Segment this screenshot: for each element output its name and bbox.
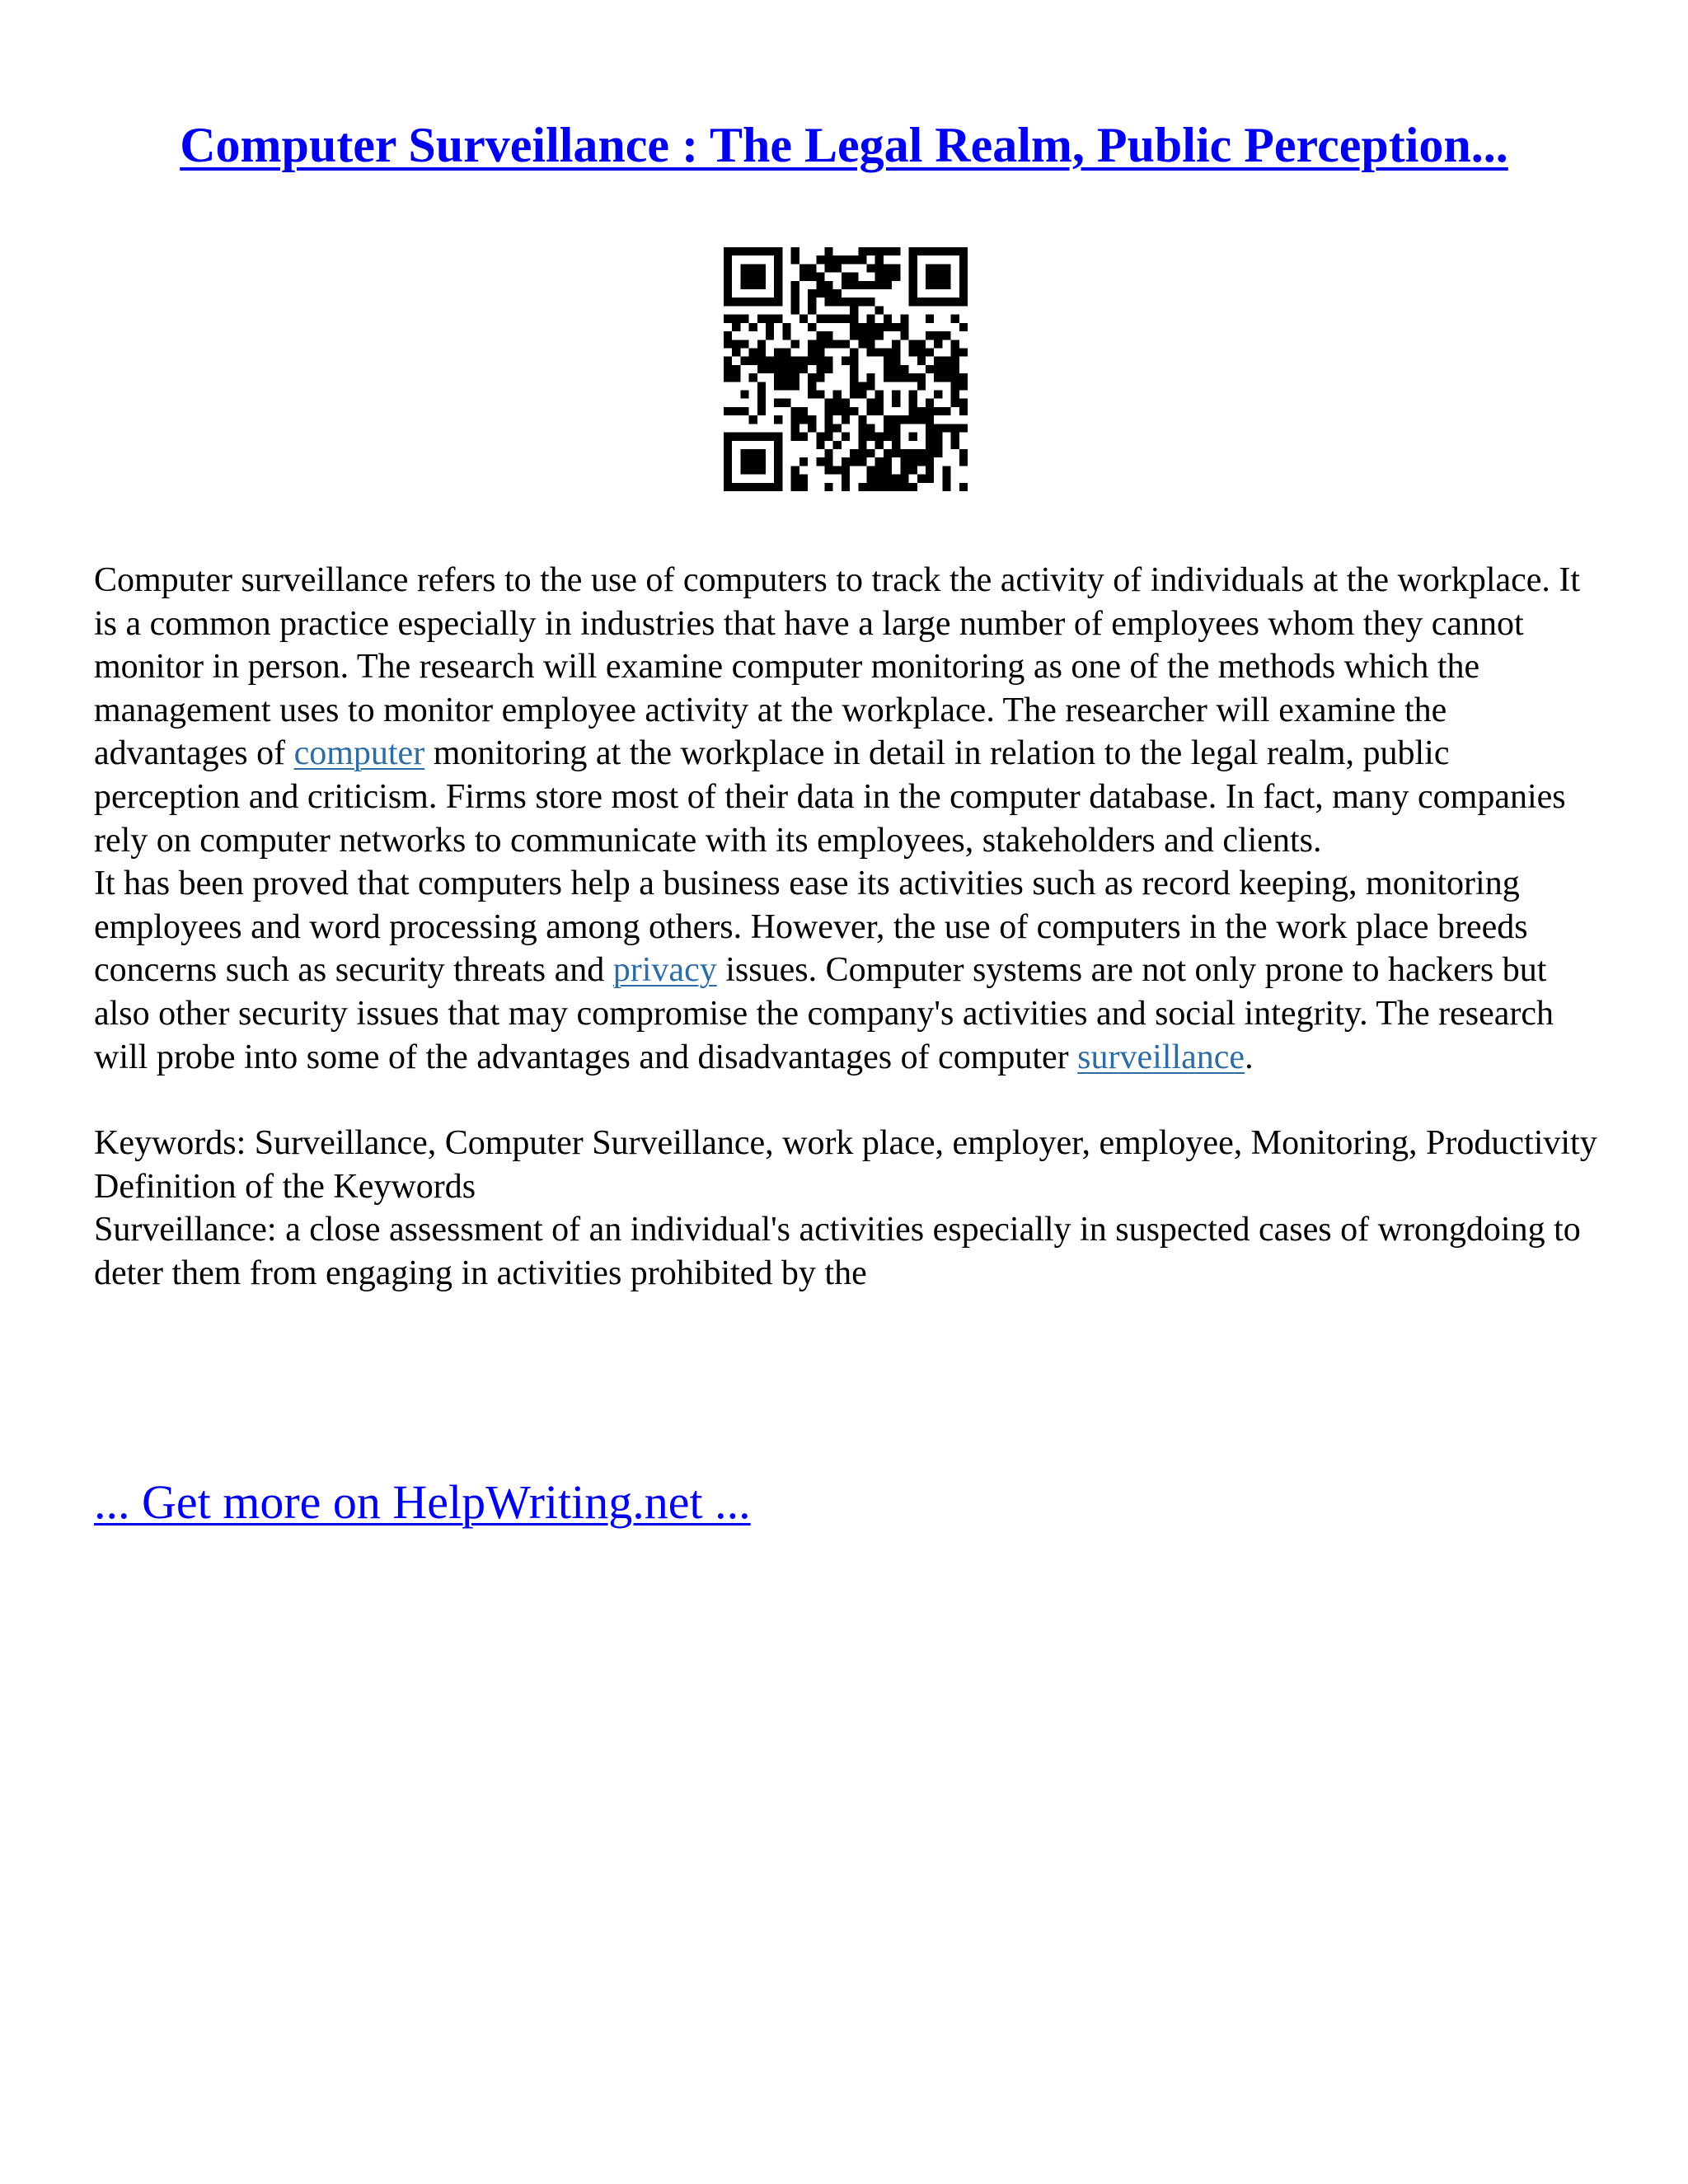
paragraph-concerns-text-c: . (1245, 1038, 1254, 1076)
paragraph-gap (94, 1079, 1602, 1122)
surveillance-link[interactable]: surveillance (1077, 1038, 1245, 1076)
body-text (94, 559, 1602, 1296)
paragraph-concerns (94, 862, 1602, 1079)
page-title (0, 115, 1688, 175)
get-more-link[interactable]: ... Get more on HelpWriting.net ... (94, 1475, 751, 1529)
paragraph-intro-text-a: Computer surveillance refers to the use of computers to track the activity of individuals at the workplace. It is a common practice especially in industries that have a large number of employees whom they cannot monitor in person. The research will examine computer monitoring as one of the methods which the management uses to monitor employee activity at the workplace. The researcher will examine the advantages of (94, 561, 1581, 773)
paragraph-intro-text-b: monitoring at the workplace in detail in relation to the legal realm, public perception and criticism. Firms store most of their data in the computer database. In fact, many companies rely on computer networks to communicate with its employees, stakeholders and clients. (94, 734, 1566, 860)
title-link[interactable]: Computer Surveillance : The Legal Realm, Public Perception... (180, 118, 1508, 172)
paragraph-intro (94, 559, 1602, 862)
definition-heading: Definition of the Keywords (94, 1167, 476, 1206)
definition-text: Surveillance: a close assessment of an individual's activities especially in suspected cases of wrongdoing to deter them from engaging in activities prohibited by the (94, 1211, 1581, 1292)
paragraph-concerns-text-a: It has been proved that computers help a business ease its activities such as record keeping, monitoring employees and word processing among others. However, the use of computers in the work place breeds concerns such as security threats and (94, 865, 1528, 990)
qr-code-icon (724, 247, 968, 491)
privacy-link[interactable]: privacy (612, 951, 717, 990)
keywords-line: Keywords: Surveillance, Computer Surveillance, work place, employer, employee, Monitoring, Productivity (94, 1124, 1597, 1163)
computer-link[interactable]: computer (293, 734, 425, 773)
paragraph-concerns-text-b: issues. Computer systems are not only prone to hackers but also other security issues that may compromise the company's activities and social integrity. The research will probe into some of the advantages and disadvantages of computer (94, 951, 1554, 1076)
get-more-section (94, 1474, 751, 1531)
